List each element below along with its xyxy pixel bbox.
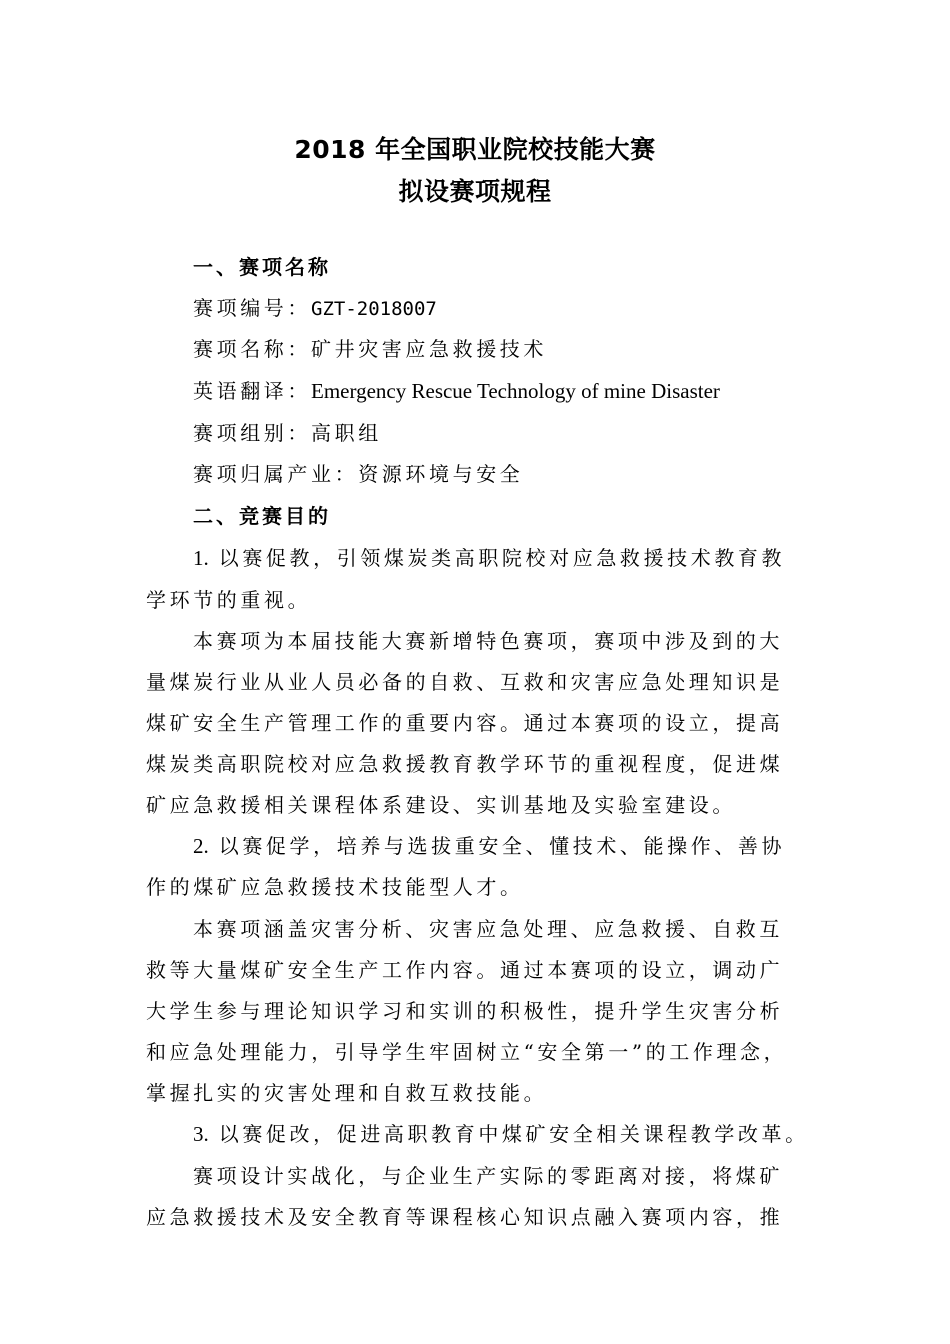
event-group-value: 高职组: [311, 421, 382, 445]
paragraph-line: 和应急处理能力，引导学生牢固树立“安全第一”的工作理念，: [146, 1040, 788, 1064]
paragraph-line: 煤炭类高职院校对应急救援教育教学环节的重视程度，促进煤: [146, 752, 784, 776]
event-group-label: 赛项组别：: [193, 421, 311, 445]
paragraph-line: 赛项设计实战化，与企业生产实际的零距离对接，将煤矿: [193, 1164, 783, 1188]
event-code-line: [193, 294, 437, 323]
paragraph-text: 以赛促教，引领煤炭类高职院校对应急救援技术教育教: [218, 546, 786, 570]
paragraph-line: 大学生参与理论知识学习和实训的积极性，提升学生灾害分析: [146, 999, 784, 1023]
paragraph-line: 应急救援技术及安全教育等课程核心知识点融入赛项内容，推: [146, 1205, 784, 1229]
event-name-value: 矿井灾害应急救援技术: [311, 337, 547, 361]
english-translation-line: [193, 377, 720, 405]
document-title-line1: 2018 年全国职业院校技能大赛: [294, 135, 656, 164]
list-number: 3.: [193, 1122, 209, 1146]
paragraph-line: 作的煤矿应急救援技术技能型人才。: [146, 875, 524, 899]
paragraph-line: 掌握扎实的灾害处理和自救互救技能。: [146, 1081, 548, 1105]
paragraph-text: 以赛促学，培养与选拔重安全、懂技术、能操作、善协: [218, 834, 786, 858]
paragraph-line: 量煤炭行业从业人员必备的自救、互救和灾害应急处理知识是: [146, 670, 784, 694]
paragraph-line: 煤矿安全生产管理工作的重要内容。通过本赛项的设立，提高: [146, 711, 784, 735]
event-industry-label: 赛项归属产业：: [193, 462, 359, 486]
event-name-label: 赛项名称：: [193, 337, 311, 361]
english-translation-label: 英语翻译：: [193, 379, 311, 403]
paragraph-line: [193, 544, 785, 572]
paragraph-line: 本赛项涵盖灾害分析、灾害应急处理、应急救援、自救互: [193, 917, 783, 941]
event-code-value: GZT-2018007: [311, 298, 437, 320]
list-number: 1.: [193, 546, 209, 570]
paragraph-line: 救等大量煤矿安全生产工作内容。通过本赛项的设立，调动广: [146, 958, 784, 982]
paragraph-line: [193, 1120, 809, 1148]
paragraph-line: 本赛项为本届技能大赛新增特色赛项，赛项中涉及到的大: [193, 629, 783, 653]
list-number: 2.: [193, 834, 209, 858]
event-group-line: [193, 419, 382, 447]
paragraph-line: 矿应急救援相关课程体系建设、实训基地及实验室建设。: [146, 793, 736, 817]
document-title-line2: 拟设赛项规程: [398, 177, 552, 206]
section1-heading: 一、赛项名称: [193, 255, 331, 279]
section2-heading: 二、竞赛目的: [193, 504, 331, 528]
paragraph-text: 以赛促改，促进高职教育中煤矿安全相关课程教学改革。: [218, 1122, 809, 1146]
event-code-label: 赛项编号：: [193, 296, 311, 320]
english-translation-value: Emergency Rescue Technology of mine Disaster: [311, 379, 720, 403]
paragraph-line: [193, 832, 785, 860]
event-industry-value: 资源环境与安全: [358, 462, 524, 486]
event-name-line: [193, 335, 547, 363]
event-industry-line: [193, 460, 523, 488]
paragraph-line: 学环节的重视。: [146, 588, 312, 612]
